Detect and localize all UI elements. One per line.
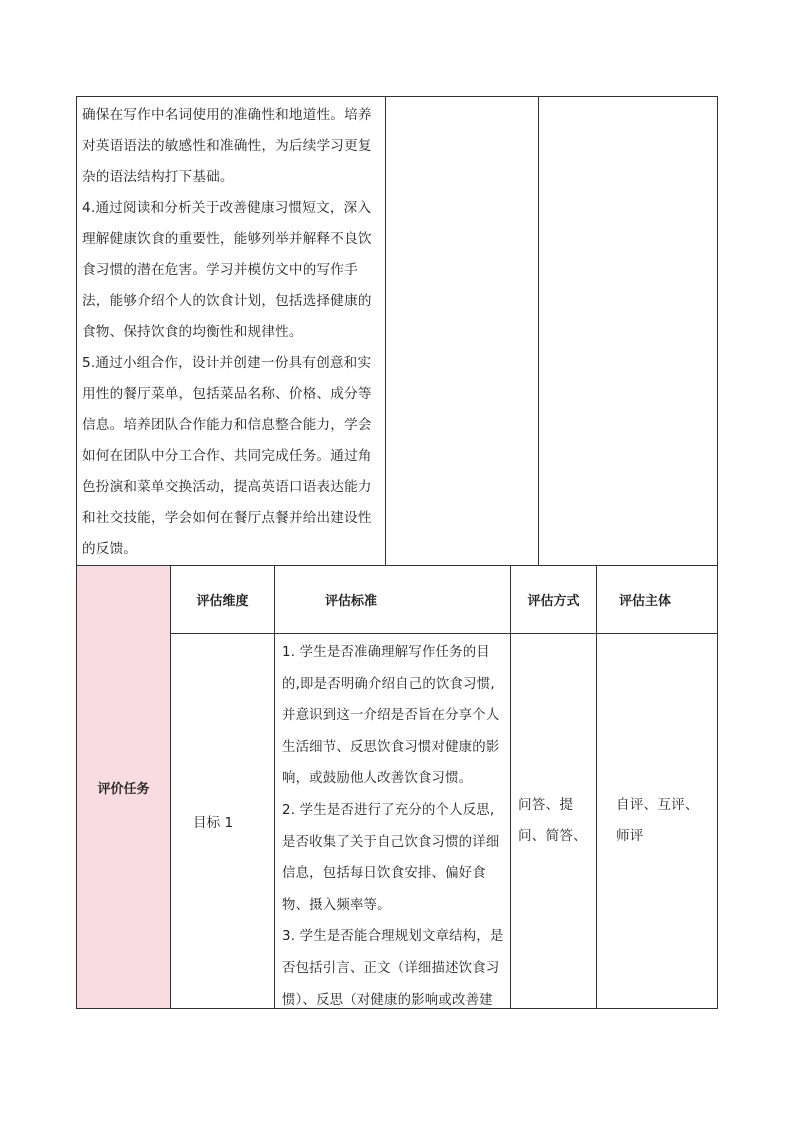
objective-paragraph: 5.通过小组合作，设计并创建一份具有创意和实用性的餐厅菜单，包括菜品名称、价格、成分等信息。培养团队合作能力和信息整合能力，学会如何在团队中分工合作、共同完成任务。通过角色扮演和菜单交换活动，提高英语口语表达能力和社交技能，学会如何在餐厅点餐并给出建设性的反馈。	[82, 355, 372, 557]
objective-paragraph: 4.通过阅读和分析关于改善健康习惯短文，深入理解健康饮食的重要性，能够列举并解释不良饮食习惯的潜在危害。学习并模仿文中的写作手法，能够介绍个人的饮食计划，包括选择健康的食物、保持饮食的均衡性和规律性。	[82, 200, 372, 340]
empty-cell	[539, 97, 717, 565]
subject-value: 自评、互评、师评	[616, 797, 699, 844]
header-criteria: 评估标准	[275, 566, 511, 634]
evaluation-section-label-cell	[77, 566, 171, 1008]
criteria-item: 1. 学生是否准确理解写作任务的目的,即是否明确介绍自己的饮食习惯,并意识到这一介绍是否旨在分享个人生活细节、反思饮食习惯对健康的影响，或鼓励他人改善饮食习惯。	[282, 645, 500, 787]
dimension-cell	[171, 634, 275, 1008]
header-subject: 评估主体	[597, 566, 717, 634]
subject-cell	[597, 634, 717, 1008]
empty-cell	[386, 97, 539, 565]
method-value: 问答、提问、简答、	[518, 797, 587, 844]
evaluation-table	[76, 566, 718, 1009]
criteria-cell	[275, 634, 511, 1008]
objectives-table	[76, 96, 718, 566]
method-cell	[511, 634, 597, 1008]
criteria-item: 2. 学生是否进行了充分的个人反思,是否收集了关于自己饮食习惯的详细信息，包括每日饮食安排、偏好食物、摄入频率等。	[282, 802, 500, 913]
dimension-value: 目标 1	[193, 815, 234, 831]
header-method: 评估方式	[511, 566, 597, 634]
evaluation-section-label: 评价任务	[97, 781, 150, 797]
criteria-item: 3. 学生是否能合理规划文章结构，是否包括引言、正文（详细描述饮食习惯）、反思（对健康的影响或改善建	[282, 929, 504, 1008]
header-dimension: 评估维度	[171, 566, 275, 634]
objective-paragraph: 确保在写作中名词使用的准确性和地道性。培养对英语语法的敏感性和准确性，为后续学习更复杂的语法结构打下基础。	[82, 107, 372, 185]
objectives-cell	[77, 97, 386, 565]
